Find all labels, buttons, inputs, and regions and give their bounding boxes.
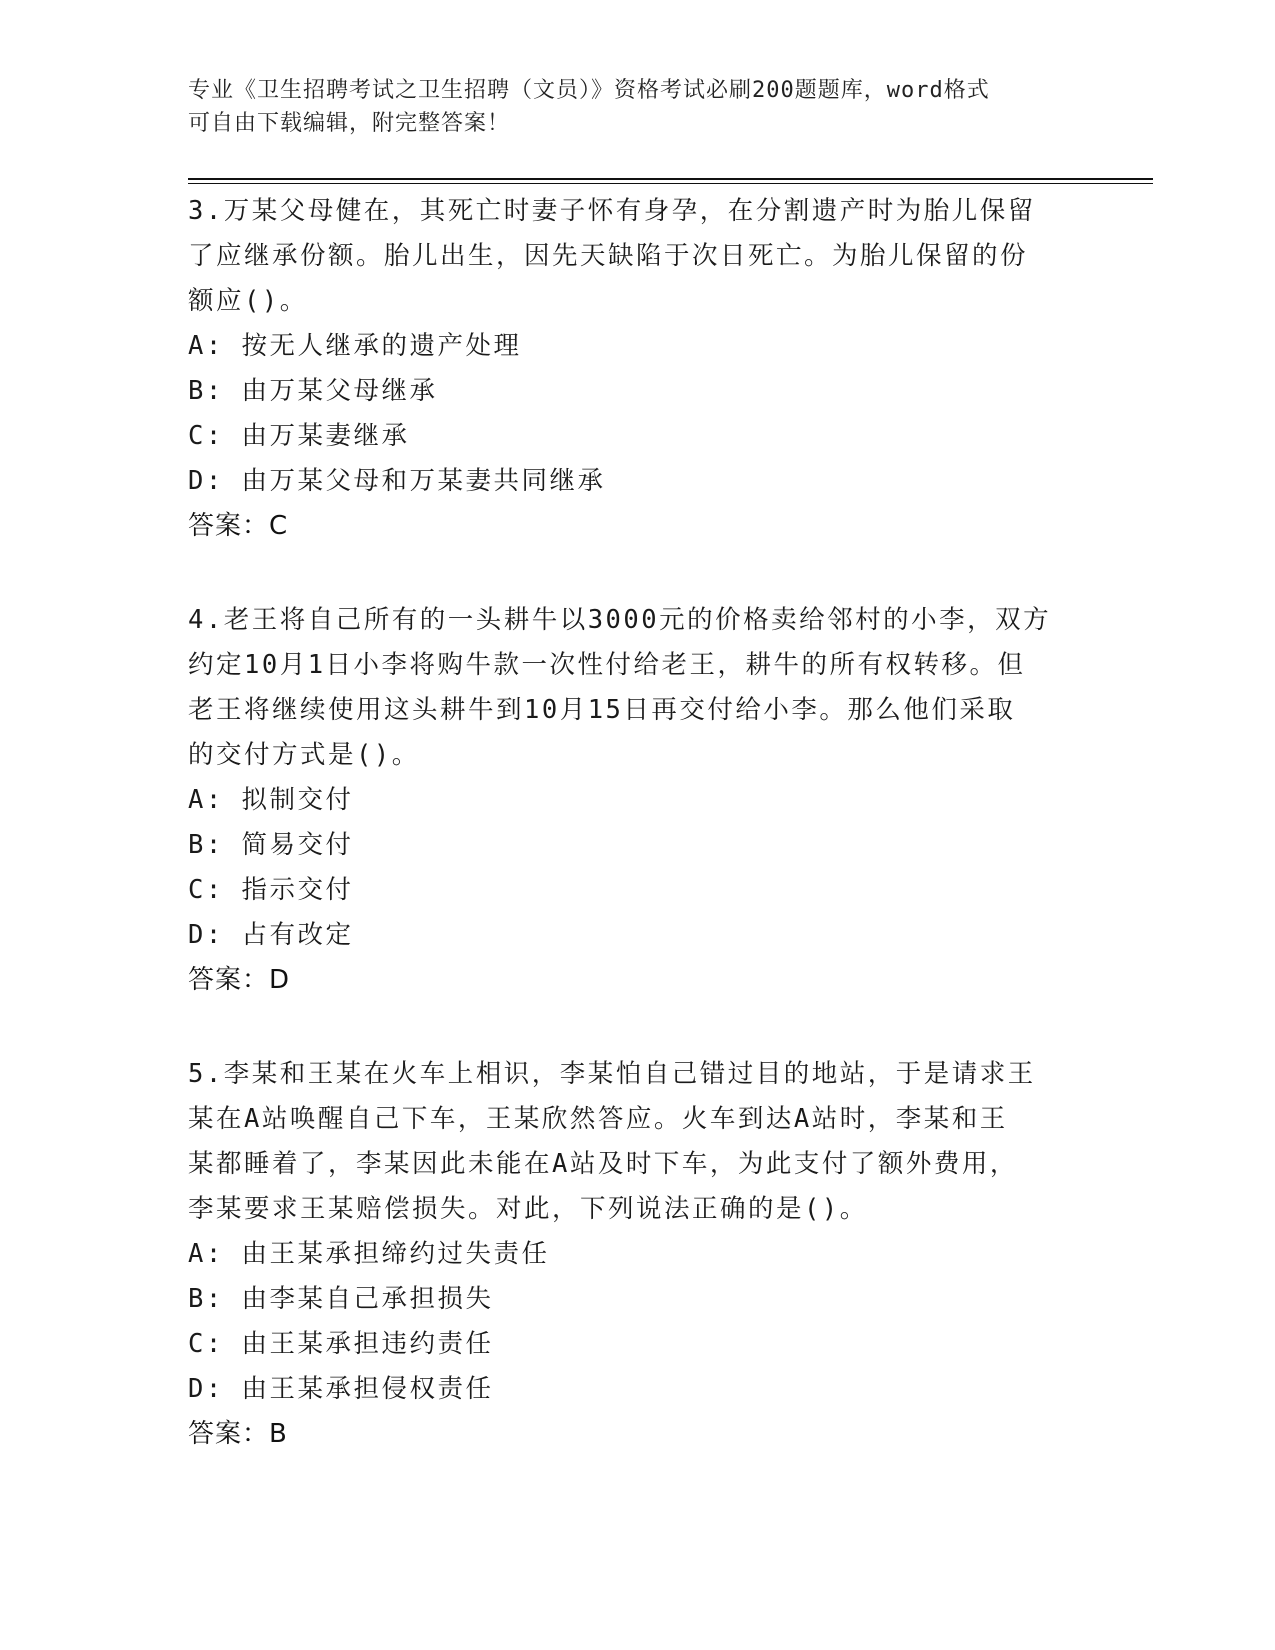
question-3-option-d: D: 由万某父母和万某妻共同继承 [188,466,606,496]
question-3-option-b: B: 由万某父母继承 [188,376,438,406]
question-5 [188,1052,1088,1457]
question-4-answer: 答案：D [188,965,291,995]
question-5-answer: 答案：B [188,1419,288,1449]
question-3 [188,189,1088,549]
question-5-stem-line-1: 5.李某和王某在火车上相识，李某怕自己错过目的地站，于是请求王 [188,1059,1036,1089]
question-3-answer: 答案：C [188,511,289,541]
question-3-option-c: C: 由万某妻继承 [188,421,410,451]
question-4-stem-line-1: 4.老王将自己所有的一头耕牛以3000元的价格卖给邻村的小李，双方 [188,605,1052,635]
question-5-option-d: D: 由王某承担侵权责任 [188,1374,494,1404]
question-5-option-a: A: 由王某承担缔约过失责任 [188,1239,550,1269]
question-5-stem-line-4: 李某要求王某赔偿损失。对此，下列说法正确的是()。 [188,1194,868,1224]
header-title-line-1: 专业《卫生招聘考试之卫生招聘（文员）》资格考试必刷200题题库，word格式 [188,78,990,103]
question-5-stem-line-3: 某都睡着了，李某因此未能在A站及时下车，为此支付了额外费用， [188,1149,1018,1179]
question-5-option-c: C: 由王某承担违约责任 [188,1329,494,1359]
question-3-stem-line-1: 3.万某父母健在，其死亡时妻子怀有身孕，在分割遗产时为胎儿保留 [188,196,1036,226]
question-4-stem-line-2: 约定10月1日小李将购牛款一次性付给老王，耕牛的所有权转移。但 [188,650,1026,680]
header-divider-thin [188,183,1153,184]
question-4-stem-line-3: 老王将继续使用这头耕牛到10月15日再交付给小李。那么他们采取 [188,695,1016,725]
question-5-option-b: B: 由李某自己承担损失 [188,1284,494,1314]
question-5-stem-line-2: 某在A站唤醒自己下车，王某欣然答应。火车到达A站时，李某和王 [188,1104,1008,1134]
question-4-stem-line-4: 的交付方式是()。 [188,740,420,770]
question-4 [188,598,1088,1003]
question-4-option-c: C: 指示交付 [188,875,354,905]
question-4-option-d: D: 占有改定 [188,920,354,950]
question-3-stem-line-2: 了应继承份额。胎儿出生，因先天缺陷于次日死亡。为胎儿保留的份 [188,241,1029,271]
question-3-stem-line-3: 额应()。 [188,286,308,316]
header-divider-thick [188,178,1153,180]
question-4-option-b: B: 简易交付 [188,830,354,860]
question-4-option-a: A: 拟制交付 [188,785,354,815]
document-header [188,74,1088,140]
header-title-line-2: 可自由下载编辑，附完整答案！ [188,111,511,136]
question-3-option-a: A: 按无人继承的遗产处理 [188,331,522,361]
